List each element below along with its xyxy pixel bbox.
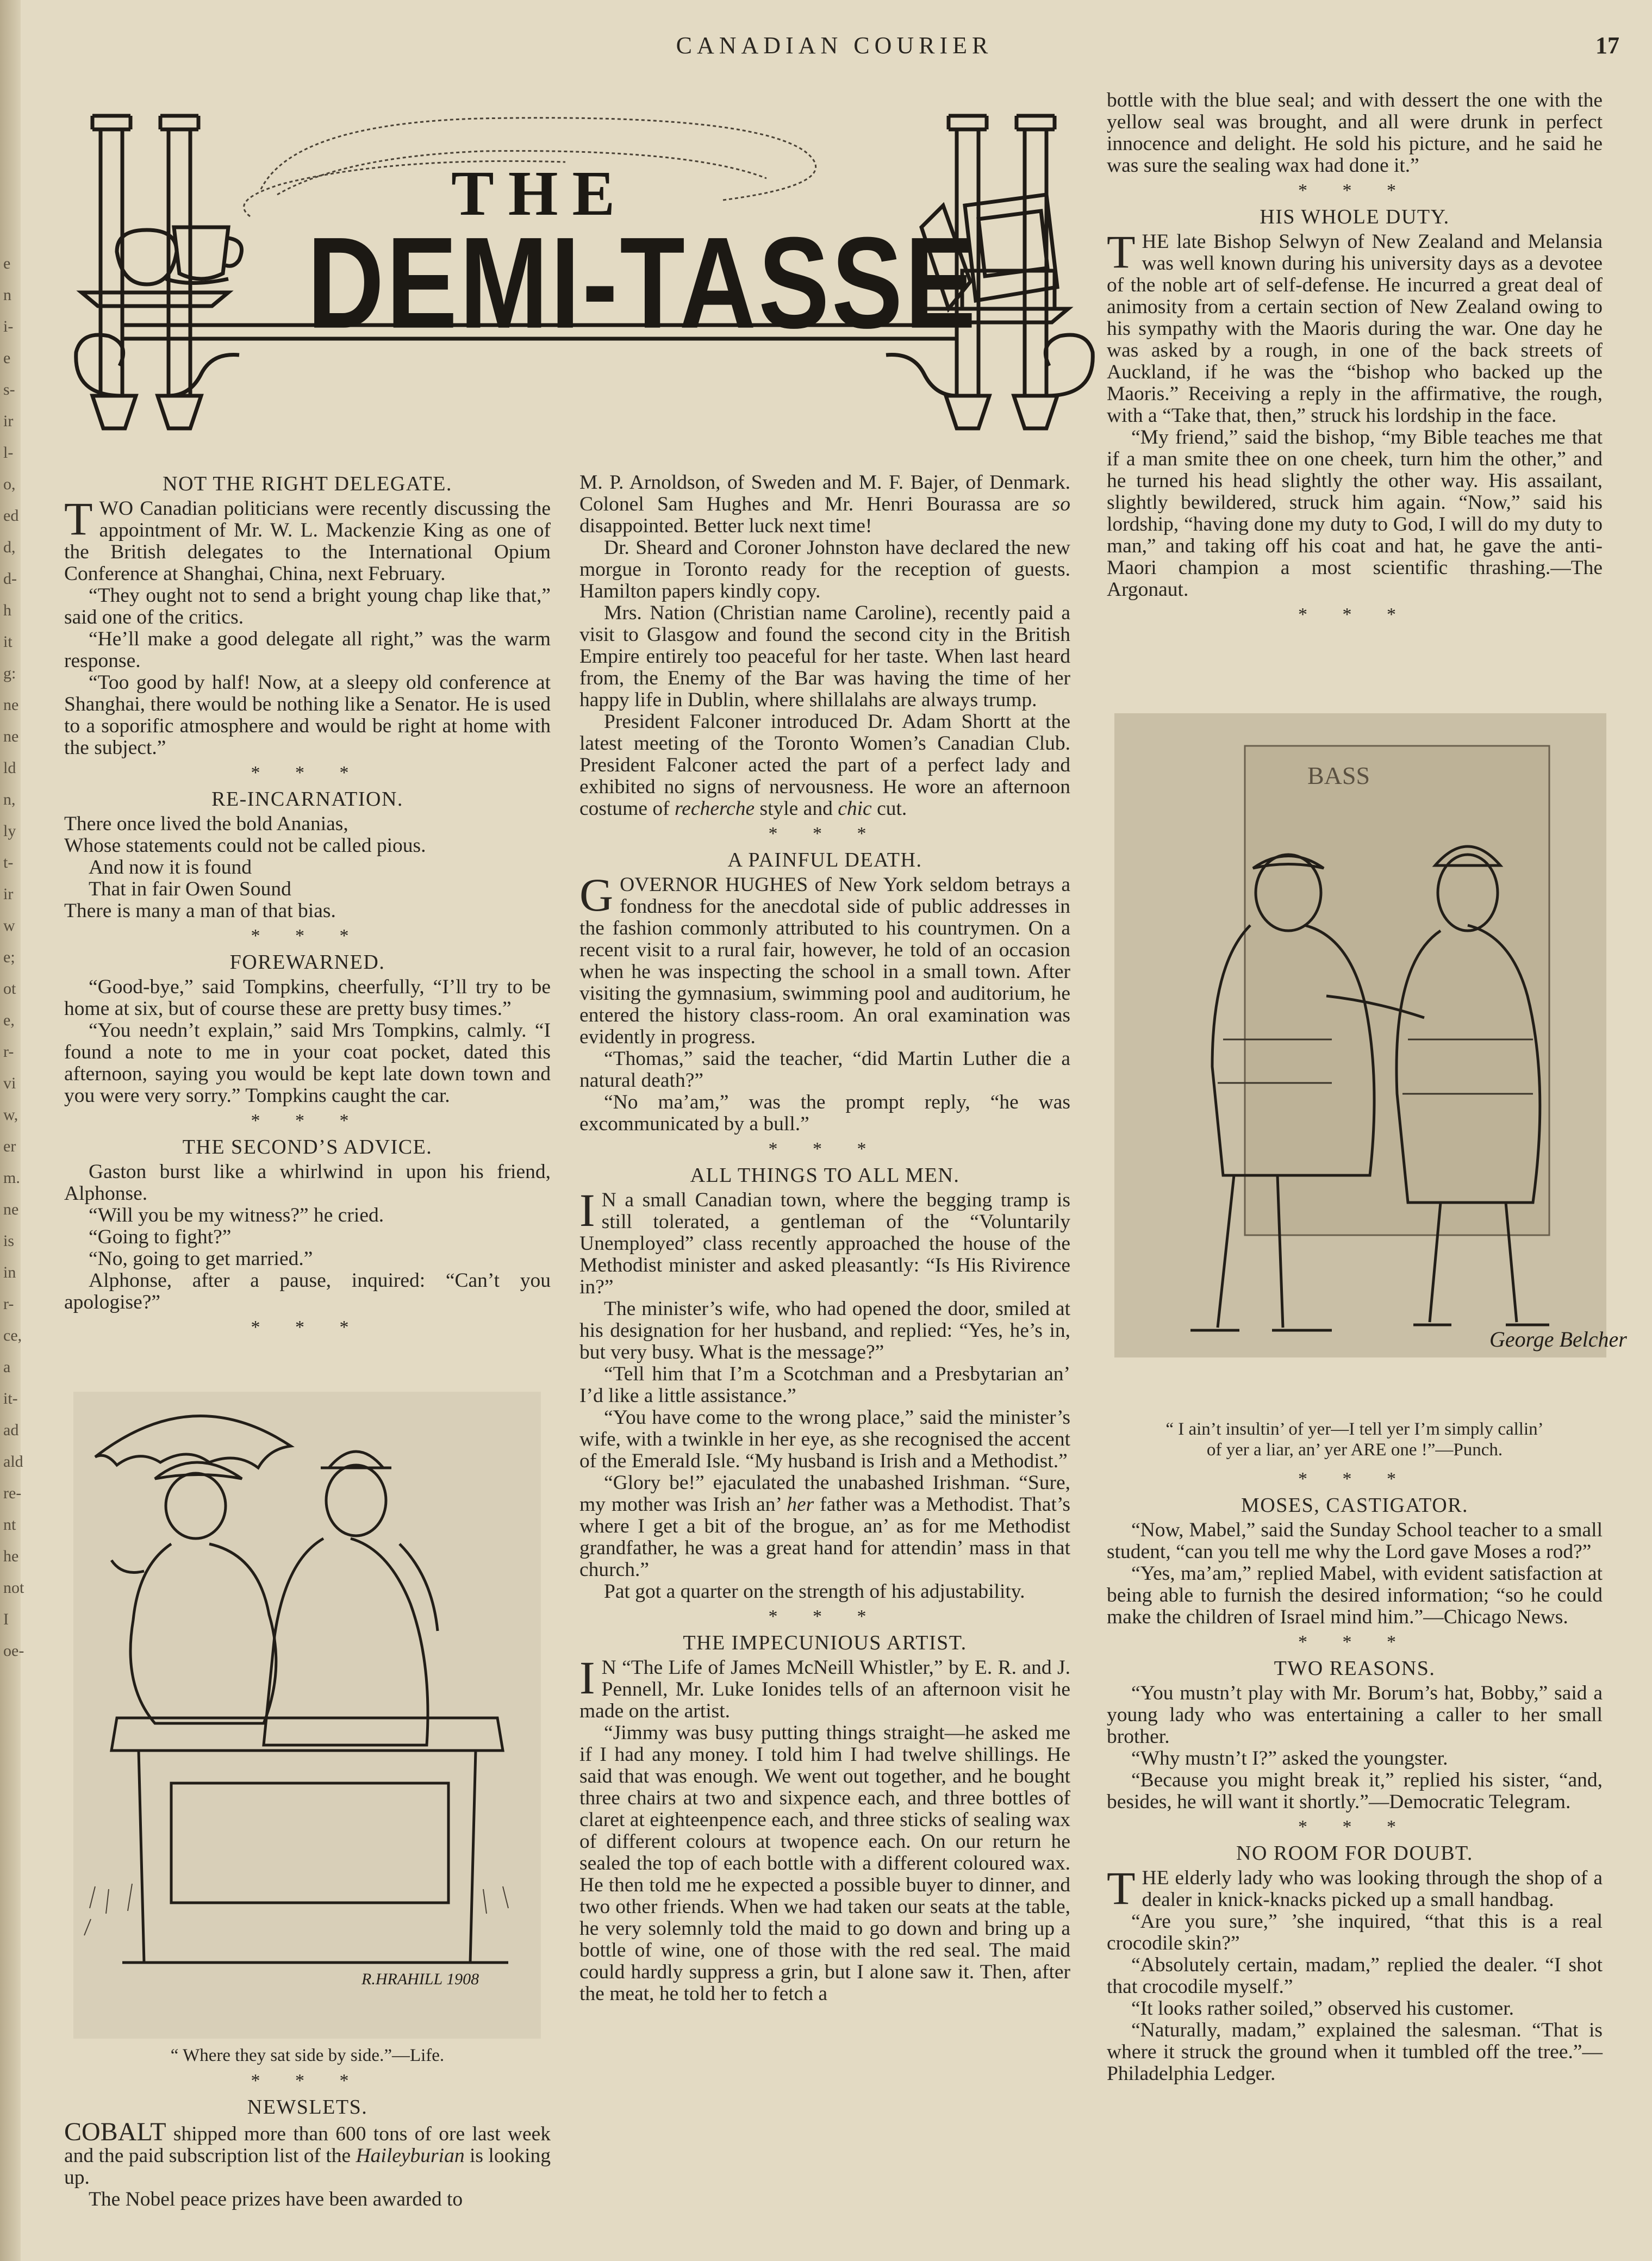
article-paragraph: “No ma’am,” was the prompt reply, “he was excommunicated by a bull.” <box>579 1091 1070 1135</box>
verse-line: There is many a man of that bias. <box>64 900 336 922</box>
bleed-fragment: it <box>3 633 13 651</box>
article-paragraph: I N a small Canadian town, where the begging tramp is still tolerated, a gentleman of the “Voluntarily Unemployed” class recently approached the house of the Methodist minister and asked pleasantly: “Is His Rivirence in?” <box>579 1184 1070 1298</box>
section-heading: NEWSLETS. <box>247 2096 368 2119</box>
article-paragraph: “Glory be!” ejaculated the unabashed Irishman. “Sure, my mother was Irish an’ her father was a Methodist. That’s where I get a bit of the brogue, an’ as for me Methodist grandfather, he was a great hand for attendin’ mass in that church.” <box>579 1472 1070 1581</box>
illustration-couple <box>73 1392 541 2039</box>
section-heading: NO ROOM FOR DOUBT. <box>1236 1842 1473 1865</box>
article-paragraph: “You have come to the wrong place,” said the minister’s wife, with a twinkle in her eye, as she recognised the accent of the Emerald Isle. “My husband is Irish and a Methodist.” <box>579 1406 1070 1472</box>
section-separator: * * * <box>251 763 364 783</box>
bleed-fragment: w <box>3 917 15 935</box>
bleed-fragment: ald <box>3 1453 23 1471</box>
punch-drawing <box>1114 713 1627 1357</box>
article-paragraph: M. P. Arnoldson, of Sweden and M. F. Bajer, of Denmark. Colonel Sam Hughes and Mr. Henri Bourassa are so disappointed. Better luck next time! <box>579 471 1070 537</box>
article-paragraph: “Will you be my witness?” he cried. <box>89 1204 384 1226</box>
page-number: 17 <box>1595 32 1619 59</box>
bleed-fragment: r- <box>3 1043 14 1061</box>
bleed-fragment: ne <box>3 1200 19 1218</box>
bleed-fragment: ld <box>3 759 16 777</box>
drop-cap: T <box>1107 1862 1136 1914</box>
bleed-fragment: I <box>3 1610 9 1628</box>
bleed-fragment: ne <box>3 727 19 745</box>
article-paragraph: THE elderly lady who was looking through the shop of a dealer in knick-knacks picked up a small handbag. <box>1107 1862 1603 1914</box>
section-separator: * * * <box>1298 605 1411 625</box>
verse-line: And now it is found <box>89 856 252 879</box>
column-1-bottom <box>64 2067 551 2210</box>
section-heading: A PAINFUL DEATH. <box>727 849 922 871</box>
bleed-fragment: ly <box>3 822 16 840</box>
article-paragraph: “You needn’t explain,” said Mrs Tompkins, calmly. “I found a note to me in your coat pocket, dated this afternoon, saying you would be kept late down town and you were very sorry.” Tompkins caught the car. <box>64 1019 551 1107</box>
verse-line: There once lived the bold Ananias, <box>64 813 348 835</box>
section-separator: * * * <box>1298 180 1411 201</box>
bleed-fragment: d- <box>3 570 17 588</box>
bleed-fragment: e; <box>3 948 15 966</box>
article-paragraph: “Are you sure,” ’she inquired, “that this is a real crocodile skin?” <box>1107 1910 1603 1954</box>
masthead-the: THE <box>451 158 629 229</box>
illustration-caption: “ Where they sat side by side.”—Life. <box>170 2046 445 2065</box>
column-3-bottom <box>1107 1465 1603 2085</box>
bleed-fragment: r- <box>3 1295 14 1313</box>
article-paragraph: “It looks rather soiled,” observed his customer. <box>1131 1997 1514 2020</box>
article-paragraph: “Tell him that I’m a Scotchman and a Presbytarian an’ I’d like a little assistance.” <box>579 1363 1070 1407</box>
article-paragraph: COBALT shipped more than 600 tons of ore last week and the paid subscription list of the Haileyburian is looking up. <box>64 2117 551 2189</box>
drop-cap: T <box>1107 226 1136 278</box>
section-heading: HIS WHOLE DUTY. <box>1260 205 1450 228</box>
verse-line: Whose statements could not be called pious. <box>64 834 426 857</box>
drop-cap: T <box>64 493 93 545</box>
section-heading: THE SECOND’S ADVICE. <box>182 1136 433 1158</box>
column-2 <box>579 472 1070 2005</box>
bleed-fragment: ir <box>3 412 14 430</box>
bleed-fragment: w, <box>3 1106 18 1124</box>
bleed-fragment: n, <box>3 790 16 808</box>
section-heading: NOT THE RIGHT DELEGATE. <box>163 472 452 495</box>
article-paragraph: “Because you might break it,” replied his sister, “and, besides, he will want it shortly.”—Democratic Telegram. <box>1107 1769 1603 1813</box>
column-1 <box>64 472 551 1343</box>
verse-line: That in fair Owen Sound <box>89 878 291 900</box>
illustration-signature: George Belcher <box>1489 1327 1627 1351</box>
bleed-fragment: g: <box>3 664 16 682</box>
section-separator: * * * <box>768 1139 882 1159</box>
article-paragraph: “Now, Mabel,” said the Sunday School teacher to a small student, “can you tell me why the Lord gave Moses a rod?” <box>1107 1519 1603 1563</box>
article-paragraph: I N “The Life of James McNeill Whistler,” by E. R. and J. Pennell, Mr. Luke Ionides tells of an afternoon visit he made on the artist. <box>579 1652 1070 1722</box>
bleed-fragment: vi <box>3 1074 16 1092</box>
section-separator: * * * <box>1298 1817 1411 1837</box>
section-separator: * * * <box>768 1606 882 1627</box>
bleed-fragment: l- <box>3 444 14 462</box>
section-separator: * * * <box>251 926 364 946</box>
section-heading: TWO REASONS. <box>1274 1657 1436 1680</box>
article-paragraph: THE late Bishop Selwyn of New Zealand and Melansia was well known during his university days as a devotee of the noble art of self-defense. He incurred a great deal of animosity from a certain section of New Zealand owing to his sympathy with the Maoris during the war. One day he was asked by a rough, in one of the back streets of Auckland, if he was the “bishop who backed up the Maoris.” Receiving a reply in the affirmative, the rough, with a “Take that, then,” struck his lordship in the face. <box>1107 226 1603 427</box>
bleed-fragment: i- <box>3 317 14 335</box>
section-separator: * * * <box>251 1111 364 1131</box>
drop-cap: G <box>579 869 614 921</box>
section-separator: * * * <box>1298 1469 1411 1489</box>
section-separator: * * * <box>1298 1632 1411 1652</box>
section-heading: RE-INCARNATION. <box>211 788 403 811</box>
article-paragraph: Dr. Sheard and Coroner Johnston have declared the new morgue in Toronto ready for the reception of guests. Hamilton papers kindly copy. <box>579 537 1070 602</box>
couple-drawing <box>73 1392 541 2039</box>
article-paragraph: bottle with the blue seal; and with dessert the one with the yellow seal was brought, and all were drunk in perfect innocence and delight. He sold his picture, and he said he was sure the sealing wax had done it.” <box>1107 89 1603 177</box>
article-paragraph: GOVERNOR HUGHES of New York seldom betrays a fondness for the anecdotal side of public addresses in the fashion commonly attributed to his countrymen. On a recent visit to a rural fair, however, he told of an occasion when he was inspecting the school in a small town. After visiting the gymnasium, swimming pool and auditorium, he entered the history class-room. An oral examination was evidently in progress. <box>579 869 1070 1048</box>
bleed-fragment: er <box>3 1137 16 1155</box>
drop-cap: I <box>579 1652 595 1704</box>
bleed-fragment: h <box>3 601 11 619</box>
section-heading: THE IMPECUNIOUS ARTIST. <box>683 1631 967 1654</box>
article-paragraph: President Falconer introduced Dr. Adam Shortt at the latest meeting of the Toronto Women’s Canadian Club. President Falconer acted the part of a perfect lady and exhibited no signs of nervousness. He wore an afternoon costume of recherche style and chic cut. <box>579 711 1070 820</box>
illustration-punch <box>1114 713 1627 1357</box>
illustration-caption: “ I ain’t insultin’ of yer—I tell yer I’m simply callin’ of yer a liar, an’ yer ARE one !”—Punch. <box>1165 1419 1544 1460</box>
bleed-fragment: oe- <box>3 1642 24 1660</box>
section-separator: * * * <box>251 1317 364 1337</box>
article-paragraph: Pat got a quarter on the strength of his adjustability. <box>604 1580 1025 1603</box>
bleed-fragment: m. <box>3 1169 20 1187</box>
bleed-fragment: e <box>3 349 11 367</box>
bleed-fragment: ne <box>3 696 19 714</box>
article-paragraph: “Absolutely certain, madam,” replied the dealer. “I shot that crocodile myself.” <box>1107 1954 1603 1998</box>
bleed-fragment: it- <box>3 1390 18 1407</box>
masthead-banner <box>71 91 1076 456</box>
bleed-fragment: a <box>3 1358 11 1376</box>
article-paragraph: “Yes, ma’am,” replied Mabel, with evident satisfaction at being able to furnish the desired information; “so he could make the children of Israel mind him.”—Chicago News. <box>1107 1562 1603 1628</box>
bleed-fragment: ce, <box>3 1326 22 1344</box>
bleed-fragment: in <box>3 1263 16 1281</box>
section-separator: * * * <box>251 2071 364 2091</box>
section-heading: MOSES, CASTIGATOR. <box>1241 1494 1468 1517</box>
bleed-fragment: t- <box>3 854 14 871</box>
article-paragraph: “He’ll make a good delegate all right,” was the warm response. <box>64 628 551 672</box>
article-paragraph: “Why mustn’t I?” asked the youngster. <box>1131 1747 1448 1770</box>
article-paragraph: “Naturally, madam,” explained the salesman. “That is where it struck the ground when it tumbled off the tree.”—Philadelphia Ledger. <box>1107 2019 1603 2085</box>
drop-cap: I <box>579 1184 595 1236</box>
illustration-signature: R.HRAHILL 1908 <box>361 1970 479 1988</box>
page-binding <box>0 0 24 2261</box>
bleed-fragment: not <box>3 1579 24 1597</box>
bleed-fragment: e, <box>3 1011 15 1029</box>
bleed-fragment: ad <box>3 1421 19 1439</box>
bleed-fragment: s- <box>3 381 15 398</box>
section-heading: FOREWARNED. <box>229 951 385 974</box>
bleed-fragment: he <box>3 1547 19 1565</box>
bleed-fragment: e <box>3 254 11 272</box>
article-paragraph: Gaston burst like a whirlwind in upon his friend, Alphonse. <box>64 1161 551 1205</box>
article-paragraph: Alphonse, after a pause, inquired: “Can’t you apologise?” <box>64 1269 551 1313</box>
article-paragraph: “You mustn’t play with Mr. Borum’s hat, Bobby,” said a young lady who was entertaining a caller to her small brother. <box>1107 1682 1603 1748</box>
section-separator: * * * <box>768 824 882 844</box>
article-paragraph: “Too good by half! Now, at a sleepy old conference at Shanghai, there would be nothing like a Senator. He is used to a soporific atmosphere and would be right at home with the subject.” <box>64 671 551 759</box>
article-paragraph: TWO Canadian politicians were recently discussing the appointment of Mr. W. L. Mackenzie King as one of the British delegates to the International Opium Conference at Shanghai, China, next February. <box>64 493 551 585</box>
article-paragraph: “My friend,” said the bishop, “my Bible teaches me that if a man smite thee on one cheek, turn him the other,” and he turned his head slightly the other way. His assailant, slightly bewildered, struck him again. “Now,” said his lordship, “having done my duty to God, I will do my duty to man,” and taking off his coat and hat, he gave the anti-Maori champion a most scientific thrashing.—The Argonaut. <box>1107 426 1603 601</box>
masthead-title: DEMI-TASSE <box>307 210 978 356</box>
bleed-fragment: nt <box>3 1516 16 1534</box>
pub-sign-text: BASS <box>1307 762 1370 789</box>
bleed-fragment: re- <box>3 1484 22 1502</box>
bleed-fragment: ot <box>3 980 16 998</box>
bleed-fragment: o, <box>3 475 16 493</box>
bleed-fragment: ed <box>3 507 19 525</box>
article-paragraph: “Thomas,” said the teacher, “did Martin Luther die a natural death?” <box>579 1048 1070 1092</box>
running-head: CANADIAN COURIER <box>676 32 993 59</box>
column-3 <box>1107 90 1603 630</box>
article-paragraph: “No, going to get married.” <box>89 1248 313 1270</box>
article-paragraph: “Good-bye,” said Tompkins, cheerfully, “I’ll try to be home at six, but of course these are pretty busy times.” <box>64 976 551 1020</box>
article-paragraph: The minister’s wife, who had opened the door, smiled at his designation for her husband, and replied: “Yes, he’s in, but very busy. What is the message?” <box>579 1298 1070 1363</box>
bleed-fragment: ir <box>3 885 14 903</box>
article-paragraph: “Jimmy was busy putting things straight—he asked me if I had any money. I told him I had twelve shillings. He said that was enough. We went out together, and he bought three chairs at two and sixpence each, and three bottles of claret at eighteenpence each, and three sticks of sealing wax of different colours at twopence each. On our return he sealed the top of each bottle with a different coloured wax. He then told me he expected a possible buyer to dinner, and two other friends. When we had taken our seats at the table, he very solemnly told the maid to go down and bring up a bottle of wine, one of those with the red seal. The maid could hardly suppress a grin, but I alone saw it. Then, after the meat, he told her to fetch a <box>579 1722 1070 2005</box>
article-paragraph: Mrs. Nation (Christian name Caroline), recently paid a visit to Glasgow and found the second city in the British Empire entirely too peaceful for her taste. When last heard from, the Enemy of the Bar was having the time of her happy life in Dublin, where shillalahs are always trump. <box>579 602 1070 711</box>
bleed-fragment: n <box>3 286 11 304</box>
section-heading: ALL THINGS TO ALL MEN. <box>690 1164 960 1187</box>
article-paragraph: The Nobel peace prizes have been awarded to <box>89 2188 463 2210</box>
bleed-fragment: d, <box>3 538 16 556</box>
article-paragraph: “They ought not to send a bright young chap like that,” said one of the critics. <box>64 584 551 628</box>
bleed-fragment: is <box>3 1232 15 1250</box>
article-paragraph: “Going to fight?” <box>89 1226 232 1248</box>
